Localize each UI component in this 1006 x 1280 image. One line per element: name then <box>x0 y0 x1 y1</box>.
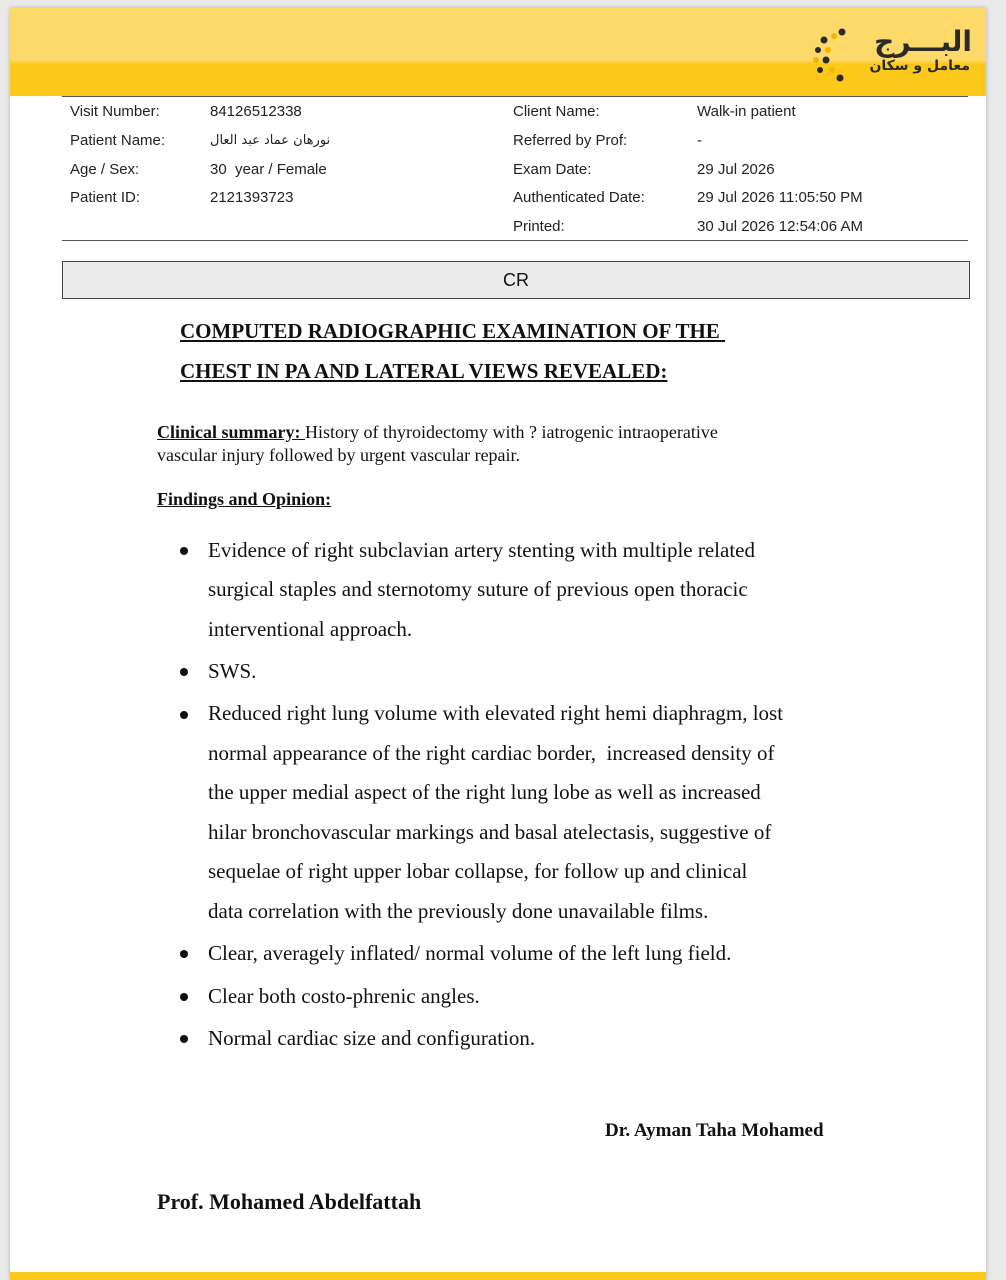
clinical-summary-text-line2: vascular injury followed by urgent vascular repair. <box>157 445 521 465</box>
visit-number-value: 84126512338 <box>210 103 302 120</box>
report-title-line1: COMPUTED RADIOGRAPHIC EXAMINATION OF THE <box>180 319 726 343</box>
patient-name-label: Patient Name: <box>70 132 166 149</box>
age-sex-value: 30 year / Female <box>210 161 327 178</box>
bullet-icon <box>180 668 188 676</box>
clinical-summary-label: Clinical summary: <box>157 422 305 442</box>
client-name-value: Walk-in patient <box>697 103 796 120</box>
patient-name-value: نورهان عماد عبد العال <box>210 133 331 148</box>
age-sex-label: Age / Sex: <box>70 161 140 178</box>
printed-value: 30 Jul 2026 12:54:06 AM <box>697 218 863 235</box>
exam-date-label: Exam Date: <box>513 161 592 178</box>
brand-logo <box>812 22 972 86</box>
doctor-signature: Dr. Ayman Taha Mohamed <box>605 1120 824 1141</box>
footer-band <box>10 1272 986 1280</box>
visit-number-label: Visit Number: <box>70 103 160 120</box>
finding-3-line-2: normal appearance of the right cardiac border, increased density of <box>208 741 775 765</box>
authenticated-date-value: 29 Jul 2026 11:05:50 PM <box>697 189 863 206</box>
dots-icon <box>812 26 852 82</box>
finding-4-line-1: Clear, averagely inflated/ normal volume of the left lung field. <box>208 941 732 965</box>
finding-3-line-3: the upper medial aspect of the right lung lobe as well as increased <box>208 780 761 804</box>
bullet-icon <box>180 950 188 958</box>
patient-id-label: Patient ID: <box>70 189 141 206</box>
referred-by-value: - <box>697 132 702 149</box>
finding-3-line-1: Reduced right lung volume with elevated right hemi diaphragm, lost <box>208 701 784 725</box>
finding-6-line-1: Normal cardiac size and configuration. <box>208 1026 536 1050</box>
client-name-label: Client Name: <box>513 103 600 120</box>
finding-1-line-1: Evidence of right subclavian artery stenting with multiple related <box>208 538 755 562</box>
bullet-icon <box>180 547 188 555</box>
printed-label: Printed: <box>513 218 565 235</box>
logo-arabic-text: البـــرج <box>874 25 972 58</box>
finding-2-line-1: SWS. <box>208 659 257 683</box>
report-page <box>10 8 986 1280</box>
findings-label: Findings and Opinion: <box>157 489 332 509</box>
clinical-summary-text-line1: History of thyroidectomy with ? iatrogenic intraoperative <box>305 422 718 442</box>
exam-date-value: 29 Jul 2026 <box>697 161 775 178</box>
referred-by-label: Referred by Prof: <box>513 132 628 149</box>
bullet-icon <box>180 1035 188 1043</box>
professor-signature: Prof. Mohamed Abdelfattah <box>157 1189 422 1214</box>
logo-subtitle: معامل و سكان <box>869 58 970 74</box>
finding-1-line-2: surgical staples and sternotomy suture of previous open thoracic <box>208 577 748 601</box>
bullet-icon <box>180 711 188 719</box>
header-divider <box>62 96 968 97</box>
finding-1-line-3: interventional approach. <box>208 617 413 641</box>
authenticated-date-label: Authenticated Date: <box>513 189 645 206</box>
finding-3-line-5: sequelae of right upper lobar collapse, for follow up and clinical <box>208 859 748 883</box>
info-divider <box>62 240 968 241</box>
finding-3-line-4: hilar bronchovascular markings and basal atelectasis, suggestive of <box>208 820 772 844</box>
clinical-summary <box>157 421 807 467</box>
report-title-line2: CHEST IN PA AND LATERAL VIEWS REVEALED: <box>180 359 668 383</box>
finding-3-line-6: data correlation with the previously done unavailable films. <box>208 899 709 923</box>
patient-id-value: 2121393723 <box>210 189 294 206</box>
bullet-icon <box>180 993 188 1001</box>
finding-5-line-1: Clear both costo-phrenic angles. <box>208 984 480 1008</box>
modality-box: CR <box>62 261 970 299</box>
